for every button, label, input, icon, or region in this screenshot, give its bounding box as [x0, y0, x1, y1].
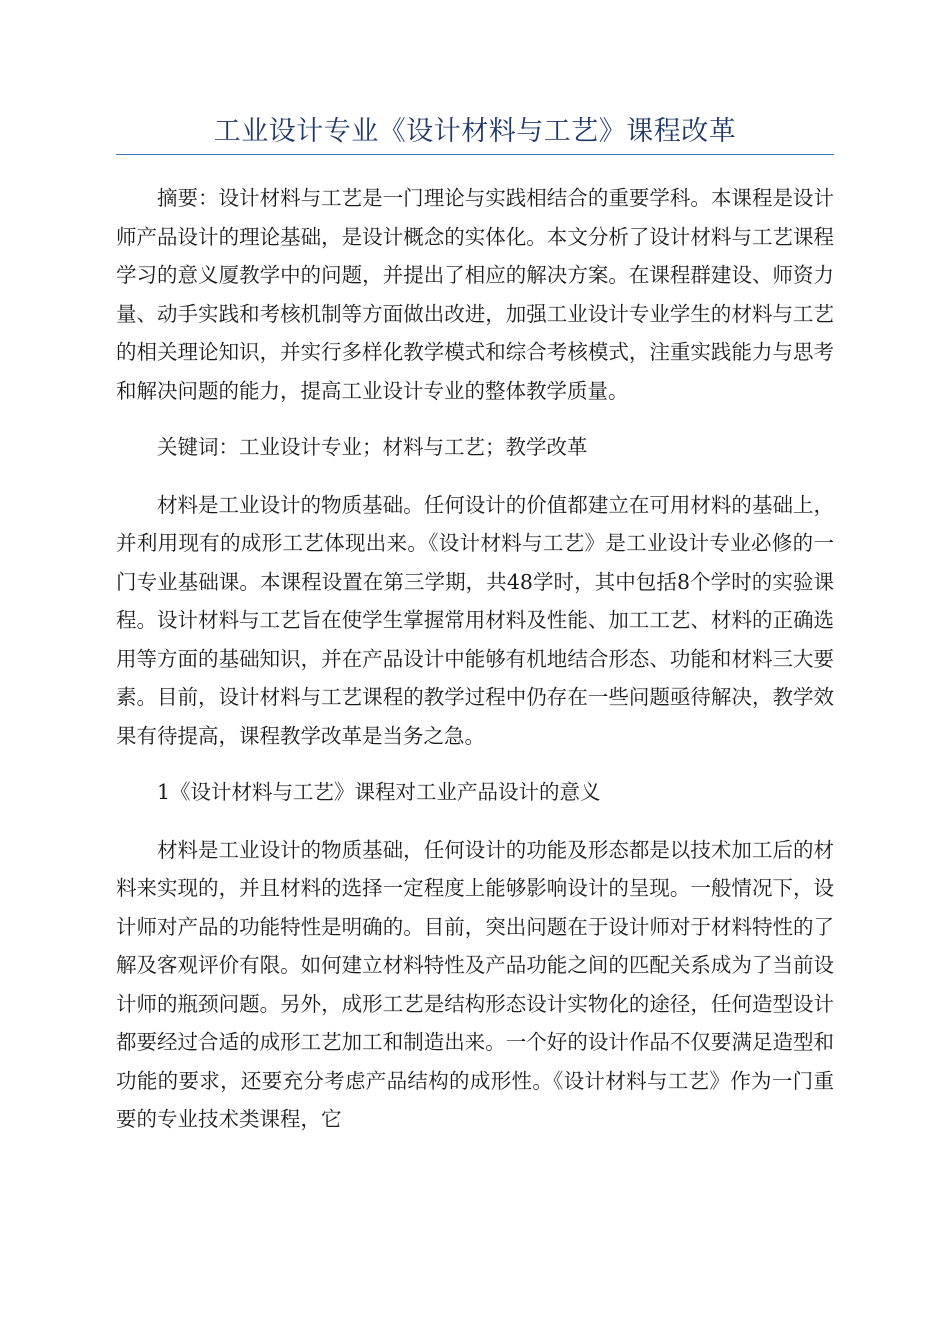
document-page [116, 112, 834, 1157]
abstract-paragraph: 摘要：设计材料与工艺是一门理论与实践相结合的重要学科。本课程是设计师产品设计的理论基础，是设计概念的实体化。本文分析了设计材料与工艺课程学习的意义厦教学中的问题，并提出了相应的解决方案。在课程群建设、师资力量、动手实践和考核机制等方面做出改进，加强工业设计专业学生的材料与工艺的相关理论知识，并实行多样化教学模式和综合考核模式，注重实践能力与思考和解决问题的能力，提高工业设计专业的整体教学质量。 [116, 186, 834, 403]
keywords-line: 关键词：工业设计专业；材料与工艺；教学改革 [157, 435, 588, 459]
document-title: 工业设计专业《设计材料与工艺》课程改革 [213, 116, 737, 147]
title-underline [116, 154, 834, 155]
intro-paragraph: 材料是工业设计的物质基础。任何设计的价值都建立在可用材料的基础上，并利用现有的成形工艺体现出来。《设计材料与工艺》是工业设计专业必修的一门专业基础课。本课程设置在第三学期，共48学时，其中包括8个学时的实验课程。设计材料与工艺旨在使学生掌握常用材料及性能、加工工艺、材料的正确选用等方面的基础知识，并在产品设计中能够有机地结合形态、功能和材料三大要素。目前，设计材料与工艺课程的教学过程中仍存在一些问题亟待解决，教学效果有待提高，课程教学改革是当务之急。 [116, 492, 834, 748]
section-1-paragraph: 材料是工业设计的物质基础，任何设计的功能及形态都是以技术加工后的材料来实现的，并且材料的选择一定程度上能够影响设计的呈现。一般情况下，设计师对产品的功能特性是明确的。目前，突出问题在于设计师对于材料特性的了解及客观评价有限。如何建立材料特性及产品功能之间的匹配关系成为了当前设计师的瓶颈问题。另外，成形工艺是结构形态设计实物化的途径，任何造型设计都要经过合适的成形工艺加工和制造出来。一个好的设计作品不仅要满足造型和功能的要求，还要充分考虑产品结构的成形性。《设计材料与工艺》作为一门重要的专业技术类课程，它 [116, 837, 834, 1131]
section-1-heading: 1《设计材料与工艺》课程对工业产品设计的意义 [157, 780, 601, 804]
